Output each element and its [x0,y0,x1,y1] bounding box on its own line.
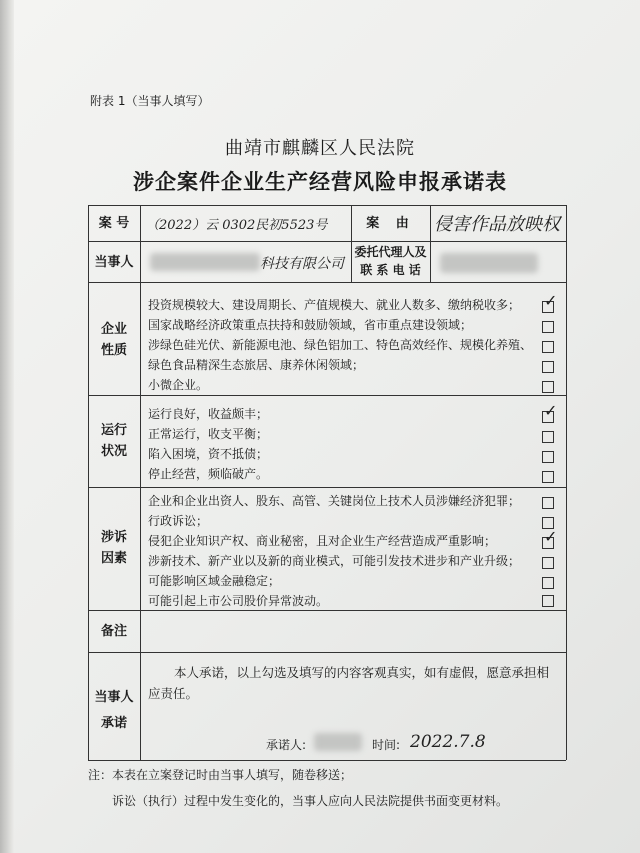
agent-label: 委托代理人及 联 系 电 话 [354,245,427,277]
litigation-option-text: 企业和企业出资人、股东、高管、关键岗位上技术人员涉嫌经济犯罪； [148,494,521,508]
case-number-label: 案 号 [98,216,130,231]
checkmark-icon: ✓ [544,401,558,420]
operation-option-text: 运行良好，收益颇丰； [148,407,269,421]
redacted-signer [314,733,362,751]
nature-checkbox[interactable] [542,381,554,393]
signer-label: 承诺人: [266,738,307,752]
operation-option-text: 停止经营，频临破产。 [148,467,269,481]
litigation-checkbox[interactable] [542,595,554,607]
litigation-label: 涉诉 因素 [100,530,127,566]
remarks-label: 备注 [100,624,127,639]
litigation-option-text: 涉新技术、新产业以及新的商业模式，可能引发技术进步和产业升级； [148,554,521,568]
time-value: 2022.7.8 [410,732,486,752]
party-value: 科技有限公司 [260,256,344,272]
cause-label: 案 由 [366,216,415,231]
page-shadow [0,0,14,853]
litigation-checkbox[interactable] [542,497,554,509]
nature-option-text: 涉绿色硅光伏、新能源电池、绿色铝加工、特色高效经作、规模化养殖、 [148,338,533,352]
litigation-option-text: 可能引起上市公司股价异常波动。 [148,594,329,608]
commitment-label: 当事人 承诺 [94,690,134,731]
form-table [88,205,566,760]
commitment-text-1: 本人承诺，以上勾选及填写的内容客观真实，如有虚假，愿意承担相 [174,665,550,680]
redacted-agent-contact [440,253,538,273]
checkmark-icon: ✓ [544,527,558,546]
footnote-line-1: 注：本表在立案登记时由当事人填写，随卷移送； [88,768,353,782]
nature-option-text: 绿色食品精深生态旅居、康养休闲领域； [148,358,365,372]
footnote-line-2: 诉讼（执行）过程中发生变化的，当事人应向人民法院提供书面变更材料。 [112,794,509,808]
litigation-option-text: 侵犯企业知识产权、商业秘密，且对企业生产经营造成严重影响； [148,534,497,548]
litigation-option-text: 行政诉讼； [148,514,209,528]
attachment-label: 附表 1（当事人填写） [90,94,210,108]
litigation-checkbox[interactable] [542,577,554,589]
operation-label: 运行 状况 [100,423,127,459]
redacted-party-name [150,253,260,271]
operation-checkbox[interactable] [542,431,554,443]
time-label: 时间: [372,738,401,752]
nature-option-text: 国家战略经济政策重点扶持和鼓励领域，省市重点建设领域； [148,318,473,332]
nature-option-text: 投资规模较大、建设周期长、产值规模大、就业人数多、缴纳税收多； [148,298,521,312]
checkmark-icon: ✓ [544,291,558,310]
nature-option-text: 小微企业。 [148,378,209,392]
operation-option-text: 陷入困境，资不抵债； [148,447,269,461]
cause-value: 侵害作品放映权 [434,214,560,235]
litigation-option-text: 可能影响区域金融稳定； [148,574,281,588]
nature-checkbox[interactable] [542,341,554,353]
party-label: 当事人 [94,255,134,270]
form-title: 涉企案件企业生产经营风险申报承诺表 [133,169,507,194]
court-name: 曲靖市麒麟区人民法院 [225,138,415,159]
operation-checkbox[interactable] [542,471,554,483]
commitment-text-2: 应责任。 [148,686,199,701]
operation-option-text: 正常运行，收支平衡； [148,427,269,441]
litigation-checkbox[interactable] [542,557,554,569]
nature-label: 企业 性质 [100,322,127,358]
operation-checkbox[interactable] [542,451,554,463]
nature-checkbox[interactable] [542,321,554,333]
case-number-value: （2022）云 0302民初5523号 [146,218,328,233]
nature-checkbox[interactable] [542,361,554,373]
